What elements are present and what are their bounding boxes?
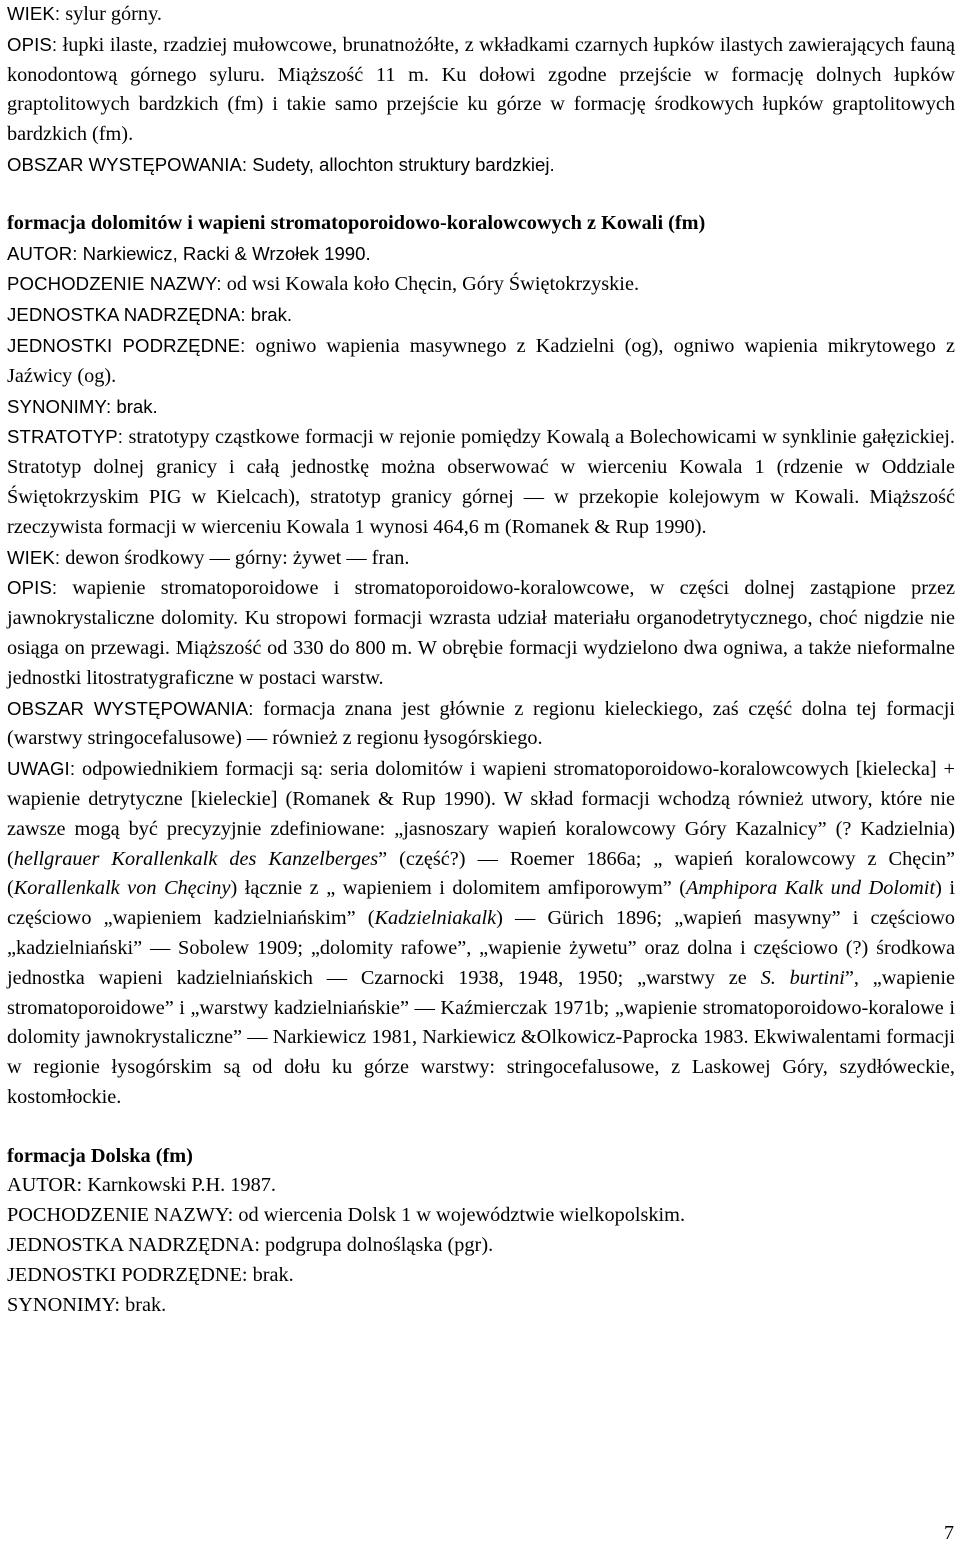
pochodzenie-label: POCHODZENIE NAZWY: xyxy=(7,1204,234,1227)
obszar-value: formacja znana jest głównie z regionu kieleckiego, zaś część dolna tej formacji (warstwy stringocefalusowe) — również z regionu łysogórskiego. xyxy=(7,697,955,750)
synonimy-value: brak. xyxy=(111,395,158,417)
nadrzedna-value: brak. xyxy=(245,304,293,326)
synonimy-label: SYNONIMY: xyxy=(7,395,112,417)
uwagi-text: ) i częściowo „wapieniem kadzielniańskim” ( xyxy=(7,877,955,930)
autor-label: AUTOR: xyxy=(7,1174,83,1197)
section-kowala xyxy=(7,209,955,1113)
document-page xyxy=(7,0,955,1320)
pochodzenie-entry xyxy=(7,269,955,300)
nadrzedna-label: JEDNOSTKA NADRZĘDNA: xyxy=(7,1234,260,1257)
uwagi-italic-term: Kadzielniakalk xyxy=(374,907,497,930)
opis-label: OPIS: xyxy=(7,33,58,55)
uwagi-italic-term: S. burtini xyxy=(760,966,845,989)
pochodzenie-entry xyxy=(7,1201,955,1231)
podrzedne-entry xyxy=(7,331,955,392)
stratotyp-value: stratotypy cząstkowe formacji w rejonie pomiędzy Kowalą a Bolechowicami w synklinie gałęzickiej. Stratotyp dolnej granicy i całą jednostkę można obserwować w wierceniu Kowala 1 (rdzenie w Oddziale Świętokrzyskim PIG w Kielcach), stratotyp granicy górnej — w przekopie kolejowym w Kowali. Miąższość rzeczywista formacji w wierceniu Kowala 1 wynosi 464,6 m (Romanek & Rup 1990). xyxy=(7,426,955,538)
stratotyp-entry xyxy=(7,422,955,542)
uwagi-italic-term: Korallenkalk von Chęciny xyxy=(13,877,231,900)
uwagi-entry xyxy=(7,754,955,1113)
wiek-label: WIEK: xyxy=(7,546,61,568)
obszar-label: OBSZAR WYSTĘPOWANIA: xyxy=(7,153,248,175)
uwagi-text: ) łącznie z „ wapieniem i dolomitem amfiporowym” ( xyxy=(230,877,687,900)
nadrzedna-entry xyxy=(7,300,955,331)
uwagi-text: odpowiednikiem formacji są: seria dolomitów i wapieni stromatoporoidowo-koralowcowych [kielecka] + wapienie detrytyczne [kieleckie] (Romanek & Rup 1990). W skład formacji wchodzą również utwory, które nie zawsze mogą być precyzyjnie zdefiniowane: „jasnoszary wapień koralowcowy Góry Kazalnicy” (? Kadzielnia) ( xyxy=(7,758,955,870)
formation-title: formacja Dolska (fm) xyxy=(7,1144,193,1167)
nadrzedna-entry xyxy=(7,1231,955,1261)
autor-value: Narkiewicz, Racki & Wrzołek 1990. xyxy=(77,242,371,264)
uwagi-label: UWAGI: xyxy=(7,758,76,780)
synonimy-value: brak. xyxy=(120,1293,167,1316)
uwagi-text: ) — Gürich 1896; „wapień masywny” i częściowo „kadzielniański” — Sobolew 1909; „dolomity rafowe”, „wapienie żywetu” oraz dolna i częściowo (?) środkowa jednostka wapieni kadzielniańskich — Czarnocki 1938, 1948, 1950; „warstwy ze xyxy=(7,907,956,989)
autor-label: AUTOR: xyxy=(7,242,78,264)
pochodzenie-label: POCHODZENIE NAZWY: xyxy=(7,273,222,295)
uwagi-text: ” (część?) — Roemer 1866a; „ wapień koralowcowy z Chęcin” ( xyxy=(7,847,955,900)
nadrzedna-label: JEDNOSTKA NADRZĘDNA: xyxy=(7,304,246,326)
opis-entry xyxy=(7,30,955,150)
podrzedne-label: JEDNOSTKI PODRZĘDNE: xyxy=(7,1263,248,1286)
autor-entry xyxy=(7,239,955,270)
wiek-entry xyxy=(7,543,955,574)
section-dolska xyxy=(7,1142,955,1321)
podrzedne-value: brak. xyxy=(247,1263,294,1286)
synonimy-entry xyxy=(7,1291,955,1321)
podrzedne-value: ogniwo wapienia masywnego z Kadzielni (og), ogniwo wapienia mikrytowego z Jaźwicy (og). xyxy=(7,334,955,387)
uwagi-italic-term: hellgrauer Korallenkalk des Kanzelberges xyxy=(13,847,379,870)
formation-title: formacja dolomitów i wapieni stromatoporoidowo-koralowcowych z Kowali (fm) xyxy=(7,211,706,234)
pochodzenie-value: od wiercenia Dolsk 1 w województwie wielkopolskim. xyxy=(233,1204,686,1227)
obszar-entry xyxy=(7,694,955,755)
autor-value: Karnkowski P.H. 1987. xyxy=(82,1174,276,1197)
wiek-entry xyxy=(7,0,955,30)
uwagi-text: ”, „wapienie stromatoporoidowe” i „warstwy kadzielniańskie” — Kaźmierczak 1971b; „wapienie stromatoporoidowo-koralowe i dolomity jawnokrystaliczne” — Narkiewicz 1981, Narkiewicz &Olkowicz-Paprocka 1983. Ekwiwalentami formacji w regionie łysogórskim są od dołu ku górze warstwy: stringocefalusowe, z Laskowej Góry, szydłóweckie, kostomłockie. xyxy=(7,966,955,1108)
wiek-value: sylur górny. xyxy=(60,3,162,25)
stratotyp-label: STRATOTYP: xyxy=(7,426,124,448)
opis-label: OPIS: xyxy=(7,577,58,599)
obszar-value: Sudety, allochton struktury bardzkiej. xyxy=(247,153,555,175)
pochodzenie-value: od wsi Kowala koło Chęcin, Góry Świętokrzyskie. xyxy=(221,273,640,296)
synonimy-entry xyxy=(7,392,955,423)
uwagi-italic-term: Amphipora Kalk und Dolomit xyxy=(686,877,936,900)
wiek-value: dewon środkowy — górny: żywet — fran. xyxy=(60,546,410,569)
podrzedne-label: JEDNOSTKI PODRZĘDNE: xyxy=(7,334,246,356)
section-sylur xyxy=(7,0,955,181)
obszar-label: OBSZAR WYSTĘPOWANIA: xyxy=(7,697,254,719)
opis-entry xyxy=(7,573,955,693)
wiek-label: WIEK: xyxy=(7,3,61,24)
opis-value: wapienie stromatoporoidowe i stromatoporoidowo-koralowcowe, w części dolnej zastąpione przez jawnokrystaliczne dolomity. Ku stropowi formacji wzrasta udział materiału organodetrytycznego, choć nigdzie nie osiąga on przewagi. Miąższość od 330 do 800 m. W obrębie formacji wydzielono dwa ogniwa, a także nieformalne jednostki litostratygraficzne w postaci warstw. xyxy=(7,577,955,689)
obszar-entry xyxy=(7,150,955,181)
page-number: 7 xyxy=(944,1522,954,1544)
autor-entry xyxy=(7,1171,955,1201)
synonimy-label: SYNONIMY: xyxy=(7,1293,121,1316)
nadrzedna-value: podgrupa dolnośląska (pgr). xyxy=(259,1234,494,1257)
opis-value: łupki ilaste, rzadziej mułowcowe, brunatnożółte, z wkładkami czarnych łupków ilastych zawierających fauną konodontową górnego syluru. Miąższość 11 m. Ku dołowi zgodne przejście w formację dolnych łupków graptolitowych bardzkich (fm) i takie samo przejście ku górze w formację środkowych łupków graptolitowych bardzkich (fm). xyxy=(7,33,955,146)
podrzedne-entry xyxy=(7,1261,955,1291)
